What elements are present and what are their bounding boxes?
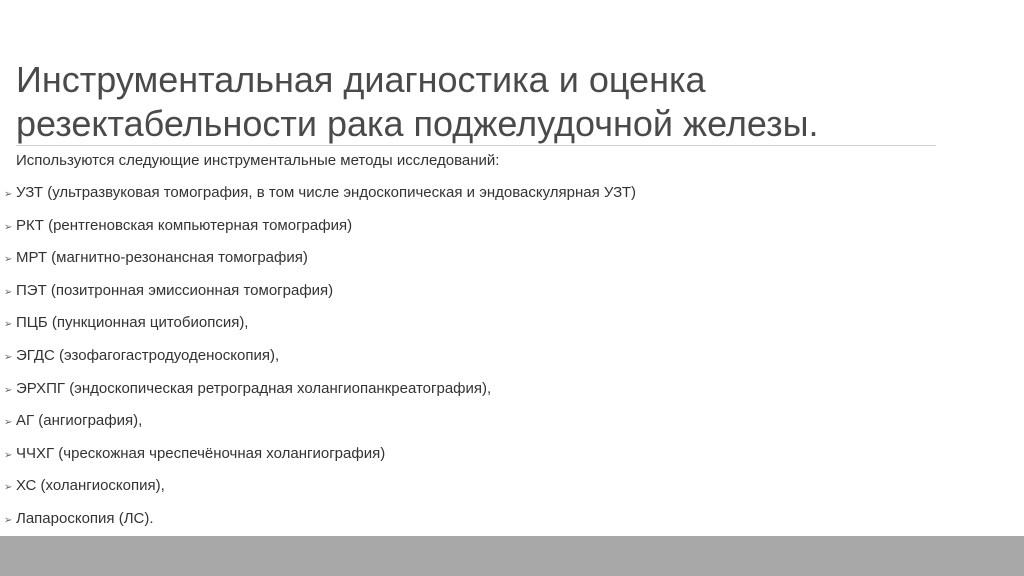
slide-title xyxy=(16,58,976,146)
check-arrow-icon: ➢ xyxy=(4,286,13,298)
check-arrow-icon: ➢ xyxy=(4,254,13,266)
check-arrow-icon: ➢ xyxy=(4,384,13,396)
method-text: ЭГДС (эзофагогастродуоденоскопия), xyxy=(16,346,280,364)
list-item xyxy=(4,214,636,247)
method-text: МРТ (магнитно-резонансная томография) xyxy=(16,249,308,267)
check-arrow-icon: ➢ xyxy=(4,449,13,461)
method-text: УЗТ (ультразвуковая томография, в том числе эндоскопическая и эндоваскулярная УЗТ) xyxy=(16,184,637,201)
list-item xyxy=(4,507,636,540)
method-text: ПЦБ (пункционная цитобиопсия), xyxy=(16,314,249,332)
check-arrow-icon: ➢ xyxy=(4,417,13,429)
list-item xyxy=(4,474,636,507)
method-text: ЭРХПГ (эндоскопическая ретроградная холангиопанкреатография), xyxy=(16,379,492,397)
footer-bar xyxy=(0,536,1024,576)
method-text: ЧЧХГ (чрескожная чреспечёночная холангиография) xyxy=(16,444,386,462)
check-arrow-icon: ➢ xyxy=(4,351,13,363)
method-list xyxy=(4,181,636,540)
list-item xyxy=(4,279,636,312)
intro-text: Используются следующие инструментальные методы исследований: xyxy=(16,152,500,169)
check-arrow-icon: ➢ xyxy=(4,514,13,526)
list-item xyxy=(4,409,636,442)
check-arrow-icon: ➢ xyxy=(4,482,13,494)
method-text: ХС (холангиоскопия), xyxy=(16,477,165,495)
list-item xyxy=(4,344,636,377)
method-text: АГ (ангиография), xyxy=(16,412,143,430)
slide-title-line-1: Инструментальная диагностика и оценка xyxy=(16,59,706,100)
slide-title-line-2: резектабельности рака поджелудочной железы. xyxy=(16,103,819,144)
list-item xyxy=(4,377,636,410)
method-text: ПЭТ (позитронная эмиссионная томография) xyxy=(16,281,334,299)
check-arrow-icon: ➢ xyxy=(4,189,13,200)
list-item xyxy=(4,246,636,279)
list-item xyxy=(4,181,636,214)
method-text: Лапароскопия (ЛС). xyxy=(16,509,154,527)
title-divider xyxy=(16,145,936,146)
check-arrow-icon: ➢ xyxy=(4,221,13,233)
check-arrow-icon: ➢ xyxy=(4,319,13,331)
list-item xyxy=(4,311,636,344)
list-item xyxy=(4,442,636,475)
method-text: РКТ (рентгеновская компьютерная томография) xyxy=(16,216,353,234)
